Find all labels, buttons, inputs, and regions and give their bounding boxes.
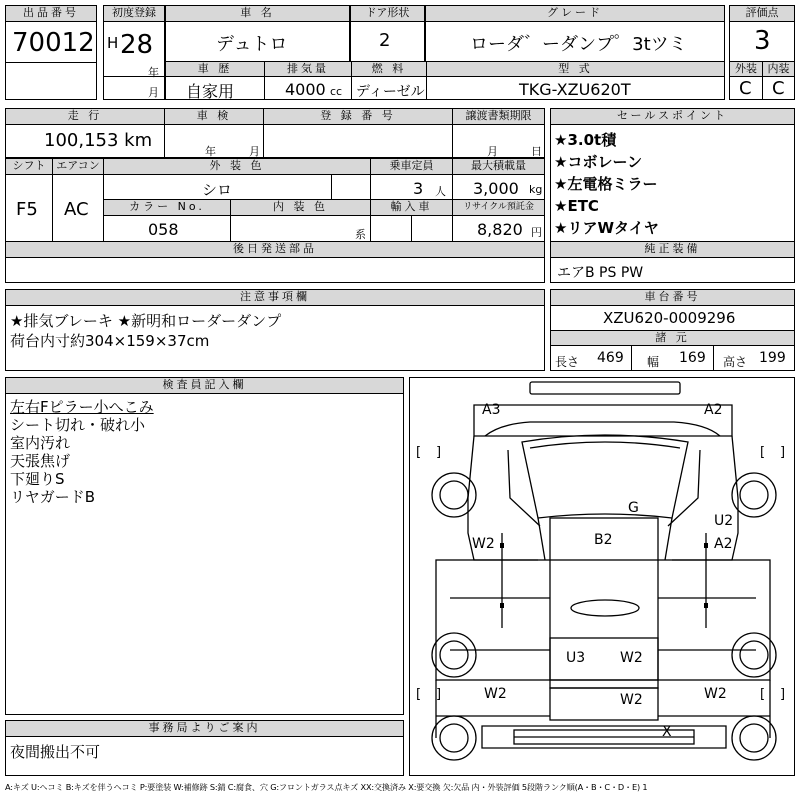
transfer-box [452,108,545,158]
load-box [452,158,545,200]
int-color-label: 内 装 色 [231,200,370,216]
mileage-label: 走 行 [6,109,164,125]
damage-b2-cab: B2 [594,532,613,548]
damage-x-rear-bumper: X [662,724,672,740]
length-value: 469 [597,350,624,366]
history-value: 自家用 [186,82,235,101]
sales-point-item: ★3.0t積 [554,131,617,149]
grade-value: ローダ゛ーダンプ゜3tツミ [470,34,687,55]
history-label: 車 歴 [166,62,264,77]
notes-label: 注意事項欄 [6,290,544,306]
damage-w2-rear-right: W2 [704,686,727,702]
width-value: 169 [679,350,706,366]
displacement-value: 4000 [285,80,326,99]
model-label: 型 式 [427,62,724,77]
vehicle-diagram [409,377,795,776]
inspector-line: 室内汚れ [10,434,71,452]
inspector-label: 検査員記入欄 [6,378,403,394]
fuel-value: ディーゼル [356,84,425,100]
int-color-unit: 系 [355,228,366,241]
notes-box [5,289,545,371]
office-box [5,720,404,776]
office-value: 夜間搬出不可 [10,743,101,761]
load-label: 最大積載量 [453,159,544,175]
inspector-line: リヤガードB [10,488,95,506]
damage-w2-left-door: W2 [472,536,495,552]
car-name-box [165,5,350,62]
damage-w2-bed: W2 [620,650,643,666]
load-value: 3,000 [473,179,519,198]
score-label: 評価点 [730,6,794,22]
ext-color-box [103,158,371,200]
recycle-unit: 円 [531,226,542,239]
import-box [370,199,453,242]
ext-color-label: 外 装 色 [104,159,370,175]
score-value: 3 [754,26,771,56]
svg-text:[: [ [416,687,422,702]
import-label: 輸入車 [371,200,452,216]
year-unit: 年 [148,66,159,79]
car-name: デュトロ [216,34,288,55]
height-label: 高さ [723,355,748,369]
transfer-day-unit: 日 [531,145,542,158]
interior-grade: C [772,78,785,99]
score-box [729,5,795,62]
sales-point-item: ★左電格ミラー [554,175,658,193]
lot-number-box [5,5,97,100]
damage-w2-rear-center: W2 [620,692,643,708]
capacity-label: 乗車定員 [371,159,452,175]
displacement-unit: cc [330,85,343,98]
later-parts-box [5,241,545,283]
inspection-year-unit: 年 [205,145,216,158]
ext-color-value: シロ [202,181,233,199]
damage-u2-right-door: U2 [714,513,734,529]
svg-text:]: ] [436,687,442,702]
chassis-value: XZU620-0009296 [603,309,736,327]
mileage-value: 100,153 km [44,130,153,151]
recycle-label: リサイクル預託金 [453,200,544,216]
car-name-label: 車 名 [166,6,349,22]
inspector-line: 下廻りS [10,470,65,488]
color-no-box [103,199,231,242]
first-registration-label: 初度登録 [104,6,164,22]
load-unit: kg [529,183,543,196]
truck-outline-diagram [410,378,794,775]
exterior-label: 外装 [730,62,762,77]
notes-line-1: ★排気ブレーキ ★新明和ローダーダンプ [10,312,282,330]
ac-label: エアコン [53,159,103,175]
inspector-line: シート切れ・破れ小 [10,416,146,434]
ac-box [52,158,104,242]
lot-number: 70012 [12,28,95,58]
lot-number-label: 出品番号 [6,6,96,22]
svg-text:[: [ [760,445,766,460]
displacement-box [264,61,352,100]
doors-box [350,5,425,62]
sales-points-label: セールスポイント [551,109,794,125]
notes-line-2: 荷台内寸約304×159×37cm [10,332,210,350]
dims-label: 諸 元 [551,330,794,346]
svg-text:]: ] [780,445,786,460]
transfer-month-unit: 月 [487,145,498,158]
shift-label: シフト [6,159,52,175]
inspector-line: 天張焦げ [10,452,71,470]
interior-label: 内装 [763,62,794,77]
recycle-value: 8,820 [477,220,523,239]
legend-footer: A:キズ U:ヘコミ B:キズを伴うヘコミ P:要塗装 W:補修跡 S:錆 C:腐食、穴 G:フロントガラス点キズ XX:交換済み X:要交換 欠:欠品 内・外装評価 5段階ランク順(A・B・C・D・E) 1 [5,782,648,792]
transfer-label: 譲渡書類期限 [453,109,544,125]
length-label: 長さ [555,355,580,369]
color-no-label: カラー No. [104,200,230,216]
capacity-value: 3 [413,179,424,198]
model-box [426,61,725,100]
int-color-box [230,199,371,242]
inspection-month-unit: 月 [249,145,260,158]
svg-text:[: [ [760,687,766,702]
registration-year: 28 [120,30,154,60]
inspector-box [5,377,404,715]
color-no-value: 058 [148,220,179,239]
height-value: 199 [759,350,786,366]
shift-box [5,158,53,242]
sales-point-item: ★リアWタイヤ [554,219,659,237]
exterior-grade: C [739,78,752,99]
interior-box [762,61,795,100]
svg-text:]: ] [780,687,786,702]
chassis-box [550,289,795,371]
plate-label: 登 録 番 号 [264,109,452,125]
damage-a2-front-right: A2 [704,402,723,418]
month-unit: 月 [148,86,159,99]
sales-point-item: ★コボレーン [554,153,643,171]
mileage-box [5,108,165,158]
era-letter: H [107,34,119,52]
equipment-value: エアB PS PW [557,265,644,281]
plate-box [263,108,453,158]
inspection-box [164,108,264,158]
damage-a3-front-left: A3 [482,402,501,418]
exterior-box [729,61,763,100]
damage-a2-right-door: A2 [714,536,733,552]
sales-point-item: ★ETC [554,197,599,215]
svg-text:[: [ [416,445,422,460]
grade-box [425,5,725,62]
shift-value: F5 [16,199,38,220]
svg-text:]: ] [436,445,442,460]
fuel-label: 燃 料 [352,62,426,77]
chassis-label: 車台番号 [551,290,794,306]
inspector-line: 左右Fピラー小へこみ [10,398,154,416]
history-box [165,61,265,100]
capacity-unit: 人 [435,185,446,198]
later-parts-label: 後日発送部品 [6,242,544,258]
recycle-box [452,199,545,242]
displacement-label: 排気量 [265,62,351,77]
damage-g-windshield: G [628,500,639,516]
fuel-box [351,61,427,100]
sales-points-box [550,108,795,243]
doors-value: 2 [379,30,391,51]
capacity-box [370,158,453,200]
grade-label: グレード [426,6,724,22]
doors-label: ドア形状 [351,6,424,22]
model-value: TKG-XZU620T [519,80,631,99]
office-label: 事務局よりご案内 [6,721,403,737]
first-registration-box [103,5,165,100]
width-label: 幅 [647,355,660,369]
damage-w2-rear-left: W2 [484,686,507,702]
damage-u3-bed: U3 [566,650,586,666]
ac-value: AC [64,199,89,220]
equipment-box [550,241,795,283]
equipment-label: 純正装備 [551,242,794,258]
inspection-label: 車 検 [165,109,263,125]
